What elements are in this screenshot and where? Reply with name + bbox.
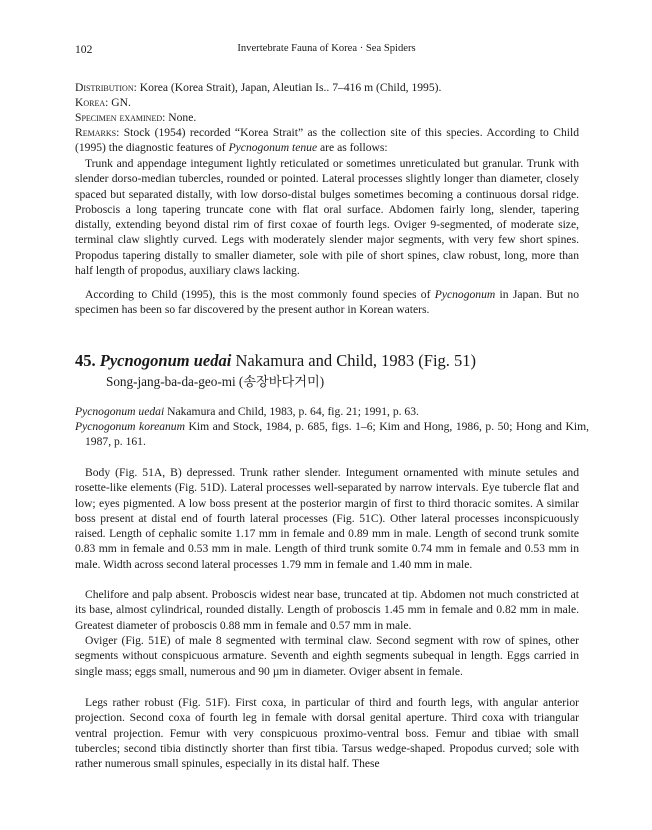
specimen-line (75, 110, 579, 125)
species-authority: Nakamura and Child, 1983 (Fig. 51) (231, 351, 477, 370)
korea-line (75, 95, 579, 110)
according-genus-name: Pycnogonum (434, 288, 496, 301)
synonymy-name: Pycnogonum uedai (75, 405, 165, 418)
body-description-paragraph: Body (Fig. 51A, B) depressed. Trunk rather slender. Integument ornamented with minute setules and rosette-like elements (Fig. 51D). Lateral processes well-separated by narrow intervals. Eye tubercle flat and low; eyes pigmented. A low boss present at the posterior margin of first to third thoracic somites. A similar boss present at distal end of fourth lateral processes (Fig. 51C). Other lateral processes inconspicuously raised. Length of cephalic somite 1.17 mm in female and 0.89 mm in male. Length of second trunk somite 0.83 mm in female and 0.53 mm in male. Length of third trunk somite 0.74 mm in female and 0.53 mm in male. Width across second lateral processes 1.79 mm in female and 1.40 mm in male. (75, 466, 579, 571)
remarks-text-1: Stock (1954) recorded “Korea Strait” as the collection site of this species. According to Child (1995) the diagnostic features of (75, 126, 579, 155)
species-number: 45. (75, 351, 96, 370)
running-title: Invertebrate Fauna of Korea · Sea Spiders (237, 43, 416, 54)
species-scientific-name: Pycnogonum uedai (99, 351, 232, 370)
according-paragraph (75, 287, 579, 318)
remarks-paragraph (75, 125, 579, 156)
remarks-label: Remarks: (75, 126, 120, 139)
synonymy-citation: Kim and Stock, 1984, p. 685, figs. 1–6; Kim and Hong, 1986, p. 50; Hong and Kim, 1987, p. 161. (85, 420, 590, 449)
page-number: 102 (75, 43, 93, 56)
page-header (75, 43, 578, 59)
diagnosis-paragraph: Trunk and appendage integument lightly reticulated or sometimes unreticulated but granular. Trunk with slender dorso-median tubercles, rounded or pointed. Lateral processes slightly longer than diameter, closely spaced but separated distally, with low dorso-distal bulges sometimes becoming a continuous dorsal ridge. Proboscis a long tapering truncate cone with flat oral surface. Abdomen fairly long, slender, tapering distally, extending beyond distal rim of first coxae of fourth legs. Oviger 9-segmented, of moderate size, terminal claw slightly curved. Legs with moderately slender major segments, with very few short spines. Propodus tapering distally to smaller diameter, sole with pile of short spines, claw robust, long, more than half length of propodus, auxiliary claws lacking. (75, 157, 579, 278)
according-text-2: in Japan. But no specimen has been so far discovered by the present author in Korean waters. (75, 288, 579, 317)
korea-text: GN. (108, 96, 131, 109)
distribution-text: Korea (Korea Strait), Japan, Aleutian Is.. 7–416 m (Child, 1995). (136, 81, 442, 94)
specimen-text: None. (165, 111, 197, 124)
synonymy-name: Pycnogonum koreanum (75, 420, 185, 433)
species-vernacular-name: Song-jang-ba-da-geo-mi (송장바다거미) (106, 374, 325, 389)
chelifore-description-paragraph: Chelifore and palp absent. Proboscis widest near base, truncated at tip. Abdomen not much constricted at its base, almost cylindrical, rounded distally. Length of proboscis 1.45 mm in female and 0.82 mm in male. Greatest diameter of proboscis 0.88 mm in female and 0.57 mm in male. (75, 588, 579, 632)
synonymy-entry (75, 404, 589, 419)
synonymy-entry (75, 419, 589, 450)
distribution-line (75, 80, 579, 95)
synonymy-citation: Nakamura and Child, 1983, p. 64, fig. 21; 1991, p. 63. (164, 405, 419, 418)
oviger-description-paragraph: Oviger (Fig. 51E) of male 8 segmented with terminal claw. Second segment with row of spines, other segments without conspicuous armature. Seventh and eighth segments subequal in length. Eggs carried in single mass; eggs small, numerous and 90 µm in diameter. Oviger absent in female. (75, 634, 579, 678)
according-text-1: According to Child (1995), this is the most commonly found species of (85, 288, 435, 301)
remarks-text-2: are as follows: (317, 141, 388, 155)
remarks-species-name: Pycnogonum tenue (228, 141, 318, 155)
korea-label: Korea: (75, 96, 109, 109)
species-heading (75, 351, 579, 371)
distribution-label: Distribution: (75, 81, 137, 94)
specimen-label: Specimen examined: (75, 111, 166, 124)
legs-description-paragraph: Legs rather robust (Fig. 51F). First coxa, in particular of third and fourth legs, with angular anterior projection. Second coxa of fourth leg in female with dorsal genital aperture. Third coxa with triangular ventral projection. Femur with very conspicuous proximo-ventral boss. Femur and tibiae with small tubercles; second tibia distinctly shorter than first tibia. Tarsus wedge-shaped. Propodus curved; sole with rather numerous small spinules, especially in its distal half. These (75, 696, 579, 771)
